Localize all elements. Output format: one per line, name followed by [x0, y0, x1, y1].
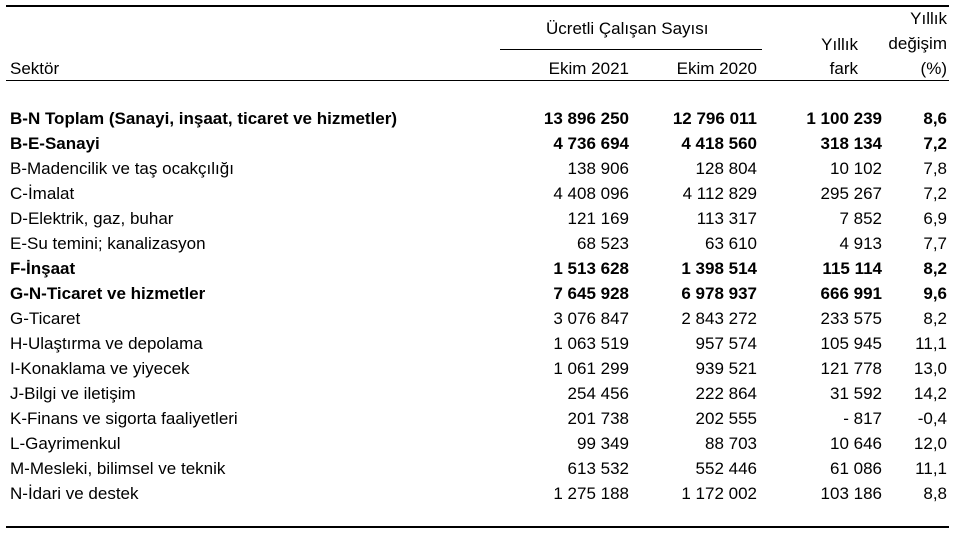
cell-ekim-2021: 1 275 188	[553, 484, 629, 503]
cell-sector: C-İmalat	[10, 184, 75, 203]
cell-annual-change-pct: 8,8	[923, 484, 947, 503]
header-pct-line3: (%)	[920, 59, 947, 78]
cell-ekim-2020: 957 574	[695, 334, 757, 353]
cell-sector: N-İdari ve destek	[10, 484, 139, 503]
table-row	[0, 256, 957, 281]
header-fark-line1: Yıllık	[821, 35, 858, 54]
cell-sector: B-Madencilik ve taş ocakçılığı	[10, 159, 234, 178]
cell-sector: K-Finans ve sigorta faaliyetleri	[10, 409, 238, 428]
cell-ekim-2021: 4 736 694	[553, 134, 629, 153]
table-row	[0, 331, 957, 356]
cell-ekim-2020: 1 398 514	[681, 259, 757, 278]
cell-annual-change-pct: 7,7	[923, 234, 947, 253]
table-row	[0, 281, 957, 306]
cell-ekim-2020: 6 978 937	[681, 284, 757, 303]
cell-annual-change-pct: 6,9	[923, 209, 947, 228]
table-row	[0, 356, 957, 381]
table-top-rule	[6, 5, 949, 7]
cell-ekim-2020: 128 804	[695, 159, 757, 178]
cell-annual-change-pct: 8,2	[923, 309, 947, 328]
cell-ekim-2021: 121 169	[567, 209, 629, 228]
cell-annual-change-pct: 13,0	[913, 359, 947, 378]
cell-annual-difference: 103 186	[820, 484, 882, 503]
cell-ekim-2020: 552 446	[695, 459, 757, 478]
cell-ekim-2020: 2 843 272	[681, 309, 757, 328]
cell-annual-difference: 7 852	[839, 209, 882, 228]
cell-annual-difference: 295 267	[820, 184, 882, 203]
header-pct-line1: Yıllık	[910, 9, 947, 28]
header-ekim-2021: Ekim 2021	[548, 59, 629, 78]
cell-ekim-2021: 201 738	[567, 409, 629, 428]
cell-ekim-2020: 113 317	[696, 209, 757, 228]
cell-annual-change-pct: 7,2	[923, 184, 947, 203]
cell-ekim-2020: 12 796 011	[672, 109, 757, 128]
cell-ekim-2021: 1 513 628	[553, 259, 629, 278]
header-bottom-rule	[6, 80, 949, 81]
cell-ekim-2021: 7 645 928	[553, 284, 629, 303]
cell-ekim-2021: 99 349	[577, 434, 629, 453]
group-header-underline	[500, 49, 762, 50]
cell-ekim-2020: 202 555	[695, 409, 757, 428]
cell-sector: B-E-Sanayi	[10, 134, 100, 153]
table-row	[0, 456, 957, 481]
group-header-employee-count: Ücretli Çalışan Sayısı	[546, 19, 709, 38]
cell-ekim-2020: 4 418 560	[681, 134, 757, 153]
cell-annual-difference: 121 778	[820, 359, 882, 378]
cell-ekim-2021: 254 456	[567, 384, 629, 403]
cell-annual-difference: 318 134	[820, 134, 882, 153]
cell-sector: L-Gayrimenkul	[10, 434, 121, 453]
cell-annual-difference: 10 102	[830, 159, 882, 178]
cell-ekim-2021: 13 896 250	[543, 109, 629, 128]
cell-annual-change-pct: 8,6	[923, 109, 947, 128]
cell-ekim-2020: 1 172 002	[681, 484, 757, 503]
cell-ekim-2020: 939 521	[695, 359, 757, 378]
cell-ekim-2020: 88 703	[705, 434, 757, 453]
table-row	[0, 156, 957, 181]
cell-annual-change-pct: 14,2	[913, 384, 947, 403]
cell-sector: F-İnşaat	[10, 259, 76, 278]
cell-sector: B-N Toplam (Sanayi, inşaat, ticaret ve hizmetler)	[10, 109, 398, 128]
cell-annual-difference: 105 945	[820, 334, 882, 353]
cell-sector: G-Ticaret	[10, 309, 81, 328]
table-row	[0, 206, 957, 231]
cell-annual-change-pct: 11,1	[915, 334, 947, 353]
header-fark-line2: fark	[829, 59, 858, 78]
table-row	[0, 406, 957, 431]
cell-sector: I-Konaklama ve yiyecek	[10, 359, 190, 378]
cell-annual-difference: 10 646	[830, 434, 882, 453]
cell-sector: E-Su temini; kanalizasyon	[10, 234, 206, 253]
cell-sector: M-Mesleki, bilimsel ve teknik	[10, 459, 226, 478]
cell-annual-change-pct: 7,2	[923, 134, 947, 153]
cell-ekim-2021: 613 532	[567, 459, 629, 478]
cell-annual-difference: - 817	[843, 409, 882, 428]
cell-ekim-2021: 1 061 299	[553, 359, 629, 378]
table-row	[0, 231, 957, 256]
cell-ekim-2021: 3 076 847	[553, 309, 629, 328]
cell-ekim-2021: 138 906	[567, 159, 629, 178]
cell-ekim-2020: 4 112 829	[682, 184, 757, 203]
cell-annual-change-pct: -0,4	[917, 409, 947, 428]
cell-sector: D-Elektrik, gaz, buhar	[10, 209, 174, 228]
header-ekim-2020: Ekim 2020	[676, 59, 757, 78]
cell-annual-difference: 1 100 239	[806, 109, 882, 128]
cell-annual-difference: 666 991	[820, 284, 882, 303]
cell-ekim-2021: 4 408 096	[553, 184, 629, 203]
table-row	[0, 481, 957, 506]
cell-annual-difference: 61 086	[830, 459, 882, 478]
table-body	[0, 106, 957, 506]
cell-annual-change-pct: 7,8	[923, 159, 947, 178]
table-row	[0, 306, 957, 331]
cell-annual-difference: 4 913	[839, 234, 882, 253]
cell-annual-difference: 233 575	[820, 309, 882, 328]
cell-sector: H-Ulaştırma ve depolama	[10, 334, 203, 353]
header-sector: Sektör	[10, 59, 60, 78]
table-row	[0, 181, 957, 206]
table-row	[0, 381, 957, 406]
table-row	[0, 131, 957, 156]
cell-annual-change-pct: 9,6	[923, 284, 947, 303]
cell-ekim-2021: 68 523	[577, 234, 629, 253]
cell-annual-change-pct: 12,0	[913, 434, 947, 453]
cell-annual-change-pct: 11,1	[915, 459, 947, 478]
table-row	[0, 431, 957, 456]
table-row	[0, 106, 957, 131]
cell-annual-difference: 115 114	[822, 259, 882, 278]
cell-ekim-2020: 63 610	[705, 234, 757, 253]
table-bottom-rule	[6, 526, 949, 528]
cell-annual-change-pct: 8,2	[923, 259, 947, 278]
cell-sector: G-N-Ticaret ve hizmetler	[10, 284, 206, 303]
cell-sector: J-Bilgi ve iletişim	[10, 384, 136, 403]
header-pct-line2: değişim	[888, 34, 947, 53]
cell-ekim-2021: 1 063 519	[553, 334, 629, 353]
cell-annual-difference: 31 592	[830, 384, 882, 403]
cell-ekim-2020: 222 864	[695, 384, 757, 403]
